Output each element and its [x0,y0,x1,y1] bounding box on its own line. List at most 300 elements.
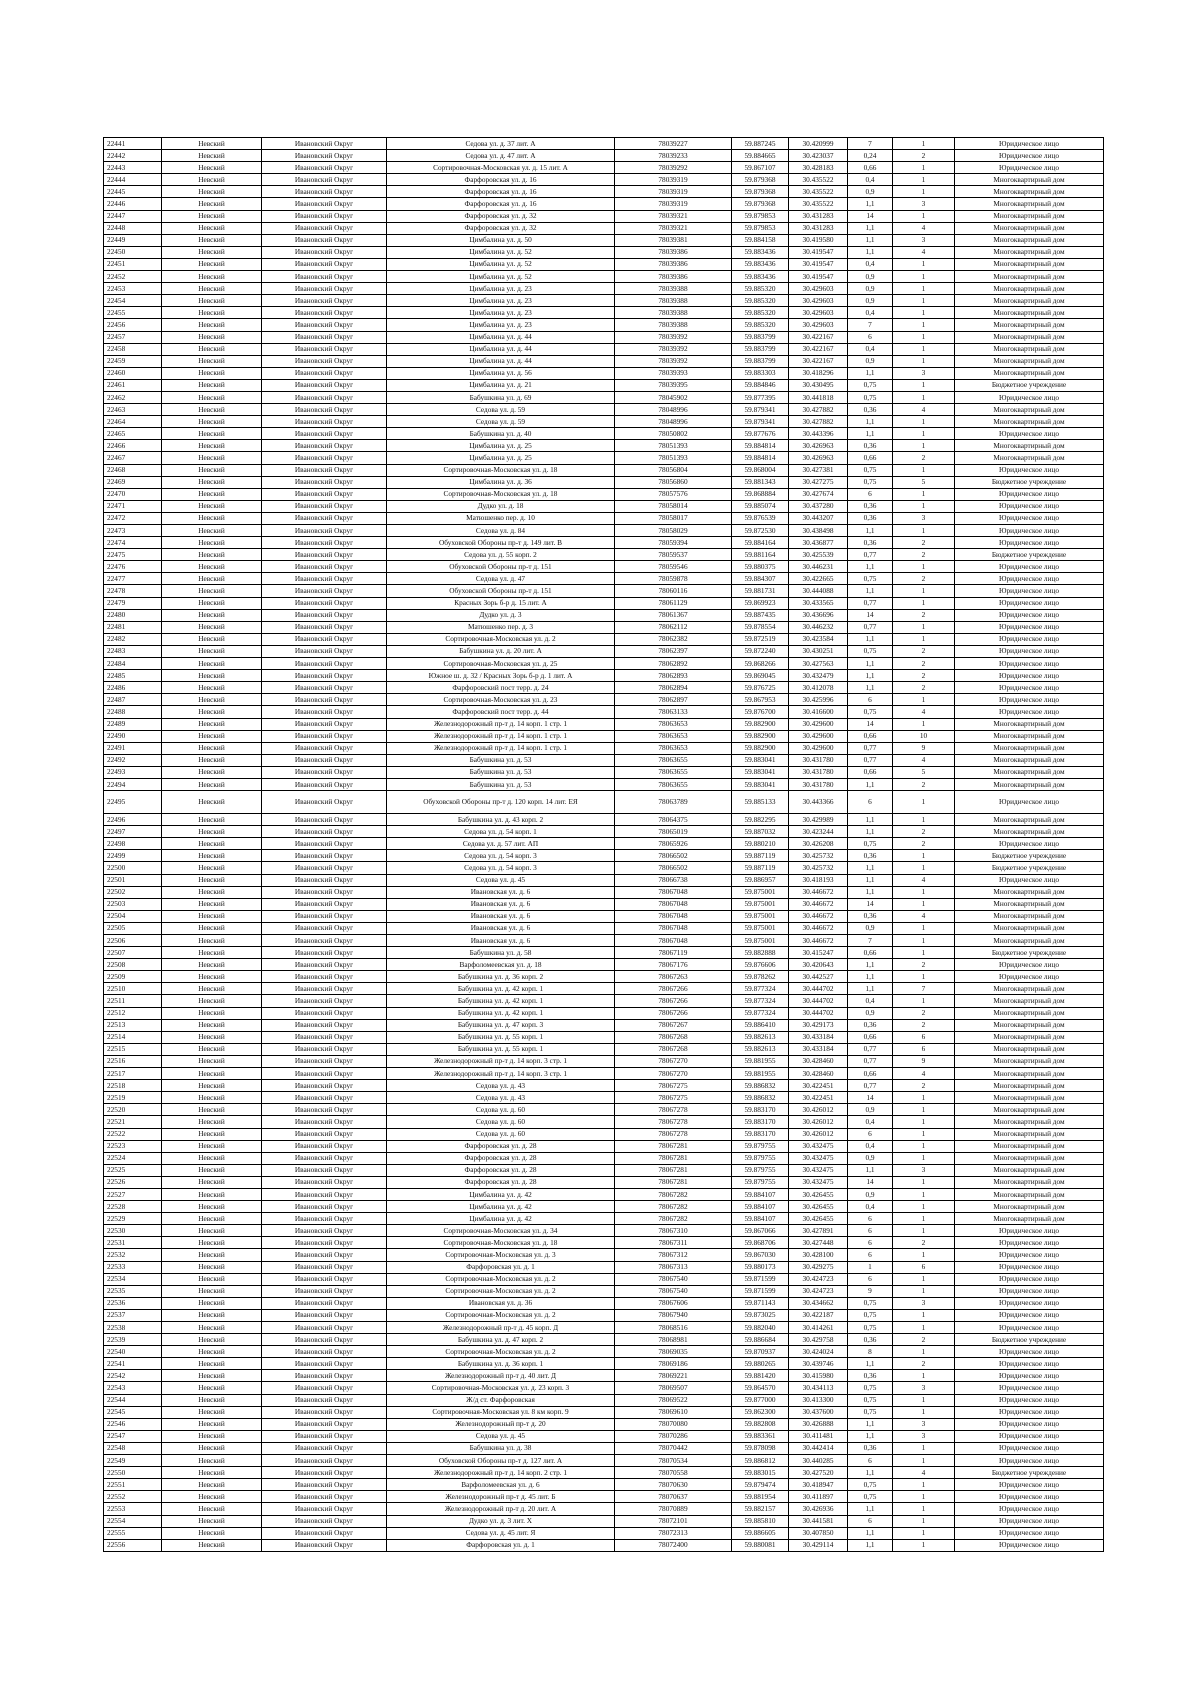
address-cell: Цимбалина ул. д. 52 [387,258,615,270]
longitude-cell: 30.441581 [789,1515,848,1527]
longitude-cell: 30.429600 [789,742,848,754]
okrug-cell: Ивановский Округ [262,1031,387,1043]
table-row [104,391,1104,403]
row-id-cell: 22521 [104,1116,162,1128]
address-cell: Железнодорожный пр-т д. 14 корп. 3 стр. 1 [387,1055,615,1067]
count-cell: 1 [893,379,955,391]
longitude-cell: 30.432475 [789,1164,848,1176]
latitude-cell: 59.879853 [732,210,789,222]
latitude-cell: 59.883361 [732,1430,789,1442]
district-cell: Невский [162,1188,262,1200]
volume-cell: 7 [848,138,893,150]
volume-cell: 0,36 [848,440,893,452]
code-cell: 78067310 [615,1225,732,1237]
code-cell: 78070558 [615,1467,732,1479]
latitude-cell: 59.879755 [732,1140,789,1152]
code-cell: 78067281 [615,1164,732,1176]
code-cell: 78039388 [615,283,732,295]
longitude-cell: 30.425539 [789,549,848,561]
code-cell: 78068516 [615,1322,732,1334]
count-cell: 1 [893,343,955,355]
address-cell: Железнодорожный пр-т д. 14 корп. 1 стр. 1 [387,742,615,754]
volume-cell: 0,75 [848,838,893,850]
district-cell: Невский [162,537,262,549]
latitude-cell: 59.867107 [732,162,789,174]
latitude-cell: 59.872530 [732,525,789,537]
type-cell: Бюджетное учреждение [955,549,1104,561]
okrug-cell: Ивановский Округ [262,319,387,331]
address-cell: Бабушкина ул. д. 69 [387,391,615,403]
district-cell: Невский [162,862,262,874]
latitude-cell: 59.879853 [732,222,789,234]
latitude-cell: 59.885810 [732,1515,789,1527]
row-id-cell: 22464 [104,416,162,428]
longitude-cell: 30.446672 [789,935,848,947]
count-cell: 1 [893,922,955,934]
volume-cell: 0,36 [848,850,893,862]
district-cell: Невский [162,150,262,162]
type-cell: Юридическое лицо [955,1370,1104,1382]
count-cell: 1 [893,718,955,730]
code-cell: 78059537 [615,549,732,561]
latitude-cell: 59.880210 [732,838,789,850]
count-cell: 10 [893,730,955,742]
latitude-cell: 59.886812 [732,1455,789,1467]
address-cell: Цимбалина ул. д. 23 [387,295,615,307]
okrug-cell: Ивановский Округ [262,862,387,874]
latitude-cell: 59.883170 [732,1116,789,1128]
table-row [104,609,1104,621]
count-cell: 2 [893,826,955,838]
table-row [104,174,1104,186]
address-cell: Сортировочная-Московская ул. д. 23 [387,694,615,706]
okrug-cell: Ивановский Округ [262,283,387,295]
code-cell: 78072101 [615,1515,732,1527]
row-id-cell: 22544 [104,1394,162,1406]
code-cell: 78039233 [615,150,732,162]
longitude-cell: 30.439746 [789,1358,848,1370]
volume-cell: 1,1 [848,1430,893,1442]
type-cell: Юридическое лицо [955,971,1104,983]
table-row [104,778,1104,790]
count-cell: 1 [893,307,955,319]
table-row [104,162,1104,174]
type-cell: Многоквартирный дом [955,1140,1104,1152]
okrug-cell: Ивановский Округ [262,730,387,742]
type-cell: Многоквартирный дом [955,258,1104,270]
code-cell: 78067281 [615,1140,732,1152]
code-cell: 78070534 [615,1455,732,1467]
address-cell: Матюшенко пер. д. 3 [387,621,615,633]
table-row [104,416,1104,428]
address-cell: Седова ул. д. 60 [387,1116,615,1128]
type-cell: Юридическое лицо [955,391,1104,403]
volume-cell: 1,1 [848,670,893,682]
address-cell: Ивановская ул. д. 6 [387,886,615,898]
type-cell: Многоквартирный дом [955,210,1104,222]
row-id-cell: 22462 [104,391,162,403]
volume-cell: 0,9 [848,922,893,934]
district-cell: Невский [162,416,262,428]
code-cell: 78070889 [615,1503,732,1515]
count-cell: 2 [893,645,955,657]
code-cell: 78062893 [615,670,732,682]
longitude-cell: 30.425732 [789,862,848,874]
row-id-cell: 22525 [104,1164,162,1176]
longitude-cell: 30.416600 [789,706,848,718]
count-cell: 9 [893,1055,955,1067]
latitude-cell: 59.881420 [732,1370,789,1382]
volume-cell: 0,9 [848,1188,893,1200]
longitude-cell: 30.411481 [789,1430,848,1442]
type-cell: Юридическое лицо [955,1455,1104,1467]
type-cell: Многоквартирный дом [955,1213,1104,1225]
row-id-cell: 22524 [104,1152,162,1164]
latitude-cell: 59.868004 [732,464,789,476]
longitude-cell: 30.432475 [789,1152,848,1164]
longitude-cell: 30.423244 [789,826,848,838]
latitude-cell: 59.882295 [732,814,789,826]
district-cell: Невский [162,971,262,983]
address-cell: Седова ул. д. 45 [387,874,615,886]
longitude-cell: 30.438498 [789,525,848,537]
row-id-cell: 22543 [104,1382,162,1394]
latitude-cell: 59.881954 [732,1491,789,1503]
count-cell: 1 [893,258,955,270]
count-cell: 1 [893,1515,955,1527]
district-cell: Невский [162,331,262,343]
count-cell: 1 [893,1140,955,1152]
longitude-cell: 30.419580 [789,234,848,246]
district-cell: Невский [162,1455,262,1467]
row-id-cell: 22471 [104,500,162,512]
address-cell: Железнодорожный пр-т д. 40 лит. Д [387,1370,615,1382]
code-cell: 78067281 [615,1176,732,1188]
table-row [104,1007,1104,1019]
latitude-cell: 59.879755 [732,1176,789,1188]
longitude-cell: 30.434662 [789,1297,848,1309]
longitude-cell: 30.432475 [789,1140,848,1152]
latitude-cell: 59.880173 [732,1261,789,1273]
count-cell: 2 [893,452,955,464]
count-cell: 1 [893,971,955,983]
longitude-cell: 30.431780 [789,754,848,766]
type-cell: Юридическое лицо [955,1273,1104,1285]
volume-cell: 0,75 [848,379,893,391]
type-cell: Многоквартирный дом [955,1031,1104,1043]
code-cell: 78067270 [615,1068,732,1080]
type-cell: Многоквартирный дом [955,1116,1104,1128]
district-cell: Невский [162,1394,262,1406]
volume-cell: 0,75 [848,391,893,403]
volume-cell: 0,4 [848,307,893,319]
latitude-cell: 59.883170 [732,1104,789,1116]
okrug-cell: Ивановский Округ [262,271,387,283]
longitude-cell: 30.428460 [789,1055,848,1067]
code-cell: 78057576 [615,488,732,500]
okrug-cell: Ивановский Округ [262,1285,387,1297]
type-cell: Юридическое лицо [955,621,1104,633]
row-id-cell: 22541 [104,1358,162,1370]
table-row [104,488,1104,500]
code-cell: 78059394 [615,537,732,549]
table-row [104,549,1104,561]
table-row [104,1261,1104,1273]
type-cell: Многоквартирный дом [955,307,1104,319]
district-cell: Невский [162,1116,262,1128]
code-cell: 78067263 [615,971,732,983]
okrug-cell: Ивановский Округ [262,1503,387,1515]
count-cell: 3 [893,1430,955,1442]
okrug-cell: Ивановский Округ [262,766,387,778]
district-cell: Невский [162,754,262,766]
longitude-cell: 30.426012 [789,1104,848,1116]
count-cell: 2 [893,658,955,670]
district-cell: Невский [162,1176,262,1188]
okrug-cell: Ивановский Округ [262,234,387,246]
type-cell: Многоквартирный дом [955,1019,1104,1031]
table-row [104,706,1104,718]
type-cell: Юридическое лицо [955,874,1104,886]
volume-cell: 1,1 [848,367,893,379]
okrug-cell: Ивановский Округ [262,1261,387,1273]
volume-cell: 1,1 [848,814,893,826]
address-cell: Седова ул. д. 57 лит. АП [387,838,615,850]
table-row [104,1237,1104,1249]
count-cell: 1 [893,886,955,898]
okrug-cell: Ивановский Округ [262,682,387,694]
okrug-cell: Ивановский Округ [262,1515,387,1527]
district-cell: Невский [162,791,262,814]
okrug-cell: Ивановский Округ [262,754,387,766]
address-cell: Ивановская ул. д. 6 [387,935,615,947]
count-cell: 1 [893,1309,955,1321]
address-cell: Бабушкина ул. д. 36 корп. 1 [387,1358,615,1370]
longitude-cell: 30.427520 [789,1467,848,1479]
row-id-cell: 22503 [104,898,162,910]
count-cell: 3 [893,512,955,524]
latitude-cell: 59.882900 [732,718,789,730]
volume-cell: 0,75 [848,645,893,657]
code-cell: 78066502 [615,862,732,874]
latitude-cell: 59.883799 [732,331,789,343]
longitude-cell: 30.411897 [789,1491,848,1503]
table-row [104,597,1104,609]
longitude-cell: 30.435522 [789,174,848,186]
district-cell: Невский [162,343,262,355]
latitude-cell: 59.879368 [732,198,789,210]
volume-cell: 0,36 [848,512,893,524]
table-row [104,1213,1104,1225]
address-cell: Цимбалина ул. д. 25 [387,452,615,464]
district-cell: Невский [162,1104,262,1116]
address-cell: Седова ул. д. 37 лит. А [387,138,615,150]
type-cell: Юридическое лицо [955,537,1104,549]
code-cell: 78039388 [615,319,732,331]
volume-cell: 0,36 [848,404,893,416]
type-cell: Юридическое лицо [955,585,1104,597]
district-cell: Невский [162,1152,262,1164]
district-cell: Невский [162,1140,262,1152]
count-cell: 3 [893,1164,955,1176]
address-cell: Седова ул. д. 47 [387,573,615,585]
type-cell: Многоквартирный дом [955,718,1104,730]
table-row [104,500,1104,512]
address-cell: Цимбалина ул. д. 50 [387,234,615,246]
table-row [104,246,1104,258]
row-id-cell: 22496 [104,814,162,826]
count-cell: 5 [893,766,955,778]
volume-cell: 0,77 [848,597,893,609]
volume-cell: 0,4 [848,1201,893,1213]
code-cell: 78048996 [615,404,732,416]
okrug-cell: Ивановский Округ [262,609,387,621]
count-cell: 1 [893,935,955,947]
latitude-cell: 59.884107 [732,1213,789,1225]
code-cell: 78039292 [615,162,732,174]
table-row [104,838,1104,850]
longitude-cell: 30.418193 [789,874,848,886]
district-cell: Невский [162,283,262,295]
district-cell: Невский [162,814,262,826]
code-cell: 78070637 [615,1491,732,1503]
row-id-cell: 22450 [104,246,162,258]
address-cell: Железнодорожный пр-т д. 14 корп. 2 стр. 1 [387,1467,615,1479]
longitude-cell: 30.427891 [789,1225,848,1237]
table-row [104,1080,1104,1092]
okrug-cell: Ивановский Округ [262,1140,387,1152]
volume-cell: 1,1 [848,874,893,886]
address-cell: Ивановская ул. д. 6 [387,910,615,922]
latitude-cell: 59.876539 [732,512,789,524]
address-cell: Цимбалина ул. д. 52 [387,271,615,283]
table-row [104,874,1104,886]
volume-cell: 6 [848,1225,893,1237]
volume-cell: 6 [848,331,893,343]
row-id-cell: 22518 [104,1080,162,1092]
okrug-cell: Ивановский Округ [262,1104,387,1116]
type-cell: Многоквартирный дом [955,826,1104,838]
latitude-cell: 59.880265 [732,1358,789,1370]
row-id-cell: 22490 [104,730,162,742]
code-cell: 78039388 [615,307,732,319]
address-cell: Сортировочная-Московская ул. д. 25 [387,658,615,670]
latitude-cell: 59.879368 [732,186,789,198]
district-cell: Невский [162,186,262,198]
table-row [104,922,1104,934]
code-cell: 78067540 [615,1285,732,1297]
table-row [104,1394,1104,1406]
row-id-cell: 22451 [104,258,162,270]
volume-cell: 0,9 [848,271,893,283]
table-row [104,1201,1104,1213]
address-cell: Фарфоровская ул. д. 28 [387,1152,615,1164]
count-cell: 1 [893,428,955,440]
row-id-cell: 22494 [104,778,162,790]
code-cell: 78039321 [615,210,732,222]
longitude-cell: 30.427674 [789,488,848,500]
volume-cell: 0,75 [848,706,893,718]
okrug-cell: Ивановский Округ [262,428,387,440]
okrug-cell: Ивановский Округ [262,537,387,549]
type-cell: Многоквартирный дом [955,343,1104,355]
table-row [104,1164,1104,1176]
row-id-cell: 22500 [104,862,162,874]
longitude-cell: 30.436877 [789,537,848,549]
table-row [104,1503,1104,1515]
count-cell: 2 [893,537,955,549]
longitude-cell: 30.429600 [789,730,848,742]
type-cell: Многоквартирный дом [955,331,1104,343]
code-cell: 78062892 [615,658,732,670]
type-cell: Многоквартирный дом [955,355,1104,367]
volume-cell: 0,75 [848,1309,893,1321]
district-cell: Невский [162,730,262,742]
code-cell: 78070080 [615,1418,732,1430]
volume-cell: 1,1 [848,1418,893,1430]
table-row [104,1382,1104,1394]
district-cell: Невский [162,258,262,270]
okrug-cell: Ивановский Округ [262,850,387,862]
row-id-cell: 22463 [104,404,162,416]
count-cell: 3 [893,1297,955,1309]
okrug-cell: Ивановский Округ [262,658,387,670]
table-row [104,1467,1104,1479]
code-cell: 78067268 [615,1043,732,1055]
volume-cell: 0,75 [848,1406,893,1418]
code-cell: 78058017 [615,512,732,524]
longitude-cell: 30.423584 [789,633,848,645]
type-cell: Многоквартирный дом [955,935,1104,947]
registry-table [103,137,1104,1552]
code-cell: 78064375 [615,814,732,826]
row-id-cell: 22514 [104,1031,162,1043]
district-cell: Невский [162,1225,262,1237]
longitude-cell: 30.428460 [789,1068,848,1080]
table-row [104,1092,1104,1104]
volume-cell: 6 [848,1213,893,1225]
type-cell: Многоквартирный дом [955,295,1104,307]
district-cell: Невский [162,922,262,934]
volume-cell: 1,1 [848,1467,893,1479]
volume-cell: 1,1 [848,633,893,645]
count-cell: 3 [893,1382,955,1394]
code-cell: 78060116 [615,585,732,597]
code-cell: 78067048 [615,886,732,898]
district-cell: Невский [162,222,262,234]
address-cell: Цимбалина ул. д. 36 [387,476,615,488]
type-cell: Многоквартирный дом [955,886,1104,898]
table-row [104,1031,1104,1043]
row-id-cell: 22446 [104,198,162,210]
count-cell: 1 [893,1092,955,1104]
address-cell: Фарфоровская ул. д. 16 [387,174,615,186]
row-id-cell: 22510 [104,983,162,995]
table-row [104,1479,1104,1491]
table-row [104,935,1104,947]
type-cell: Многоквартирный дом [955,1080,1104,1092]
latitude-cell: 59.878554 [732,621,789,633]
row-id-cell: 22520 [104,1104,162,1116]
count-cell: 1 [893,1442,955,1454]
count-cell: 3 [893,1418,955,1430]
district-cell: Невский [162,959,262,971]
row-id-cell: 22552 [104,1491,162,1503]
type-cell: Многоквартирный дом [955,814,1104,826]
code-cell: 78069186 [615,1358,732,1370]
count-cell: 1 [893,1285,955,1297]
volume-cell: 0,75 [848,476,893,488]
